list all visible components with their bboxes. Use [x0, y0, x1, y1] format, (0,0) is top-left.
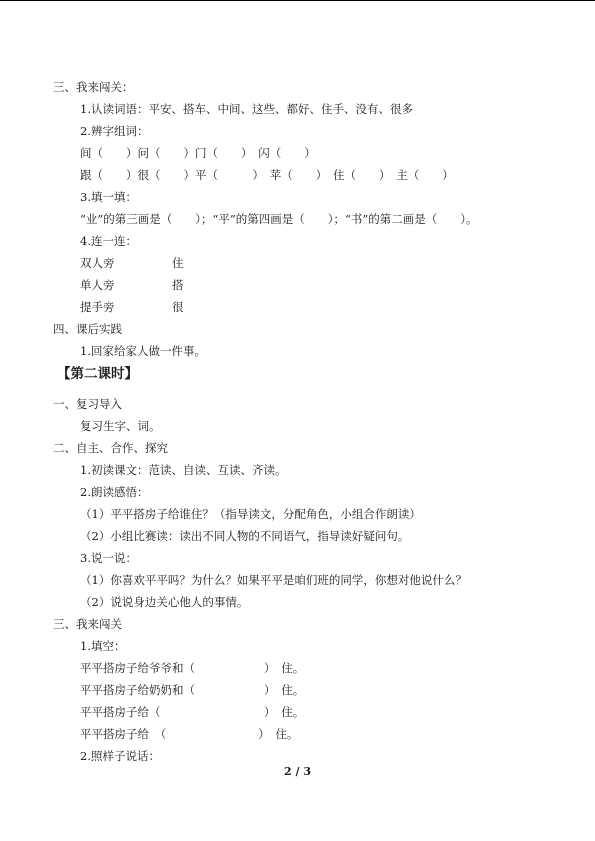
text-line: 复习生字、词。	[80, 419, 161, 433]
text-line: 提手旁 很	[80, 300, 184, 314]
lesson-heading: 【第二课时】	[57, 366, 138, 382]
section-heading: 三、我来闯关	[53, 617, 122, 631]
text-line: 2.照样子说话：	[80, 749, 160, 763]
text-line: “业”的第三画是（ ）；“平”的第四画是（ ）；“书”的第二画是（ ）。	[80, 212, 478, 226]
text-line: 间（ ）问（ ）门（ ） 闪（ ）	[80, 146, 316, 160]
text-line: 3.填一填：	[80, 190, 137, 204]
text-line: （1）你喜欢平平吗？为什么？如果平平是咱们班的同学，你想对他说什么？	[80, 573, 467, 587]
text-line: 平平搭房子给爷爷和（ ） 住。	[80, 661, 305, 675]
section-heading: 三、我来闯关：	[53, 80, 134, 94]
text-line: 单人旁 搭	[80, 278, 184, 292]
text-line: （2）小组比赛读：读出不同人物的不同语气，指导读好疑问句。	[80, 529, 410, 543]
text-line: （1）平平搭房子给谁住？（指导读文，分配角色，小组合作朗读）	[80, 507, 421, 521]
page-number: 2 / 3	[284, 765, 311, 778]
text-line: 2.朗读感悟：	[80, 485, 149, 499]
text-line: 3.说一说：	[80, 551, 137, 565]
text-line: 1.填空：	[80, 639, 126, 653]
text-line: 平平搭房子给 （ ） 住。	[80, 727, 299, 741]
section-heading: 四、课后实践	[53, 322, 122, 336]
top-rule	[0, 0, 595, 1]
section-heading: 二、自主、合作、探究	[53, 441, 168, 455]
text-line: 1.认读词语：平安、搭车、中间、这些、都好、住手、没有、很多	[80, 102, 413, 116]
text-line: 平平搭房子给（ ） 住。	[80, 705, 305, 719]
text-line: （2）说说身边关心他人的事情。	[80, 595, 249, 609]
text-line: 双人旁 住	[80, 256, 184, 270]
text-line: 4.连一连：	[80, 234, 137, 248]
text-line: 1.初读课文：范读、自读、互读、齐读。	[80, 463, 287, 477]
section-heading: 一、复习导入	[53, 397, 122, 411]
text-line: 平平搭房子给奶奶和（ ） 住。	[80, 683, 305, 697]
text-line: 2.辨字组词：	[80, 124, 149, 138]
text-line: 1.回家给家人做一件事。	[80, 344, 206, 358]
text-line: 跟（ ）很（ ）平（ ） 苹（ ） 住（ ） 主（ ）	[80, 168, 454, 182]
